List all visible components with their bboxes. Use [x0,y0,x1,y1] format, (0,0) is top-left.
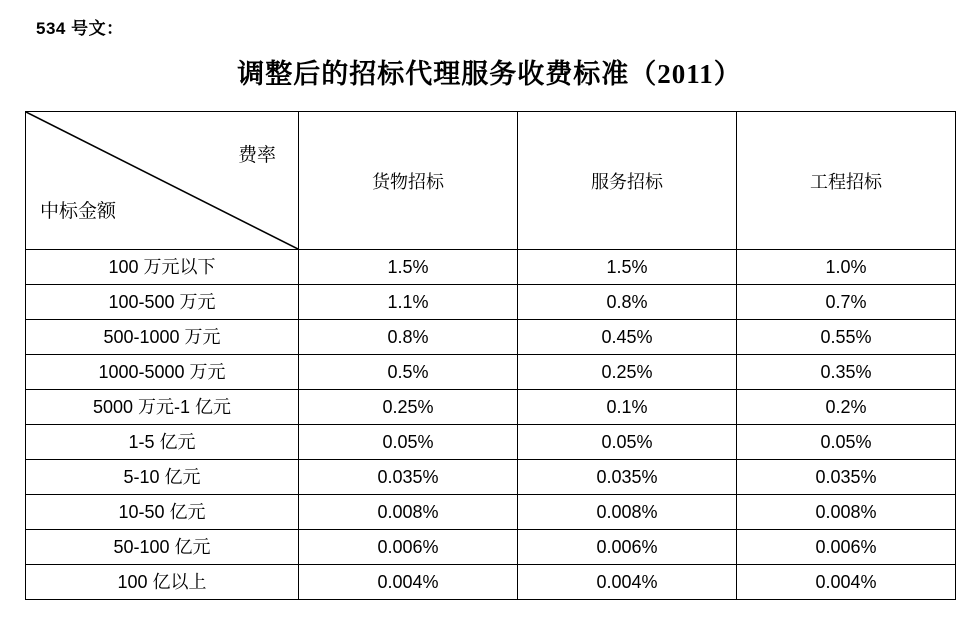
row-label: 100-500 万元 [26,285,299,320]
cell-engineering: 0.55% [737,320,956,355]
cell-service: 0.45% [518,320,737,355]
cell-service: 1.5% [518,250,737,285]
table-row [26,390,956,425]
table-row [26,285,956,320]
row-label: 100 亿以上 [26,565,299,600]
table-row [26,565,956,600]
cell-service: 0.004% [518,565,737,600]
table-row [26,495,956,530]
cell-goods: 1.1% [299,285,518,320]
cell-goods: 1.5% [299,250,518,285]
row-label: 5-10 亿元 [26,460,299,495]
row-label: 5000 万元-1 亿元 [26,390,299,425]
cell-goods: 0.008% [299,495,518,530]
table-row [26,425,956,460]
fee-standard-table [25,111,956,600]
cell-goods: 0.8% [299,320,518,355]
cell-service: 0.006% [518,530,737,565]
row-label: 1000-5000 万元 [26,355,299,390]
cell-engineering: 0.35% [737,355,956,390]
table-row [26,250,956,285]
cell-engineering: 0.2% [737,390,956,425]
fee-standard-table-container [25,111,955,600]
cell-service: 0.035% [518,460,737,495]
cell-service: 0.25% [518,355,737,390]
cell-service: 0.008% [518,495,737,530]
column-header-service: 服务招标 [518,112,737,250]
table-row [26,355,956,390]
column-header-engineering: 工程招标 [737,112,956,250]
corner-label-rate: 费率 [237,145,276,166]
table-body [26,250,956,600]
column-header-goods: 货物招标 [299,112,518,250]
table-row [26,530,956,565]
cell-goods: 0.035% [299,460,518,495]
cell-engineering: 1.0% [737,250,956,285]
table-header-row [26,112,956,250]
table-row [26,320,956,355]
table-corner-header-cell [26,112,299,250]
cell-engineering: 0.035% [737,460,956,495]
row-label: 100 万元以下 [26,250,299,285]
row-label: 10-50 亿元 [26,495,299,530]
cell-engineering: 0.008% [737,495,956,530]
cell-goods: 0.006% [299,530,518,565]
cell-goods: 0.5% [299,355,518,390]
cell-goods: 0.05% [299,425,518,460]
table-header [26,112,956,250]
diagonal-divider-icon [26,112,298,249]
table-row [26,460,956,495]
row-label: 500-1000 万元 [26,320,299,355]
cell-goods: 0.004% [299,565,518,600]
cell-service: 0.05% [518,425,737,460]
cell-engineering: 0.004% [737,565,956,600]
corner-label-amount: 中标金额 [40,201,117,222]
cell-goods: 0.25% [299,390,518,425]
row-label: 50-100 亿元 [26,530,299,565]
page-title: 调整后的招标代理服务收费标准（2011） [237,59,742,89]
cell-engineering: 0.7% [737,285,956,320]
row-label: 1-5 亿元 [26,425,299,460]
cell-engineering: 0.05% [737,425,956,460]
cell-service: 0.8% [518,285,737,320]
cell-engineering: 0.006% [737,530,956,565]
cell-service: 0.1% [518,390,737,425]
document-reference-number: 534 号文： [36,19,124,38]
